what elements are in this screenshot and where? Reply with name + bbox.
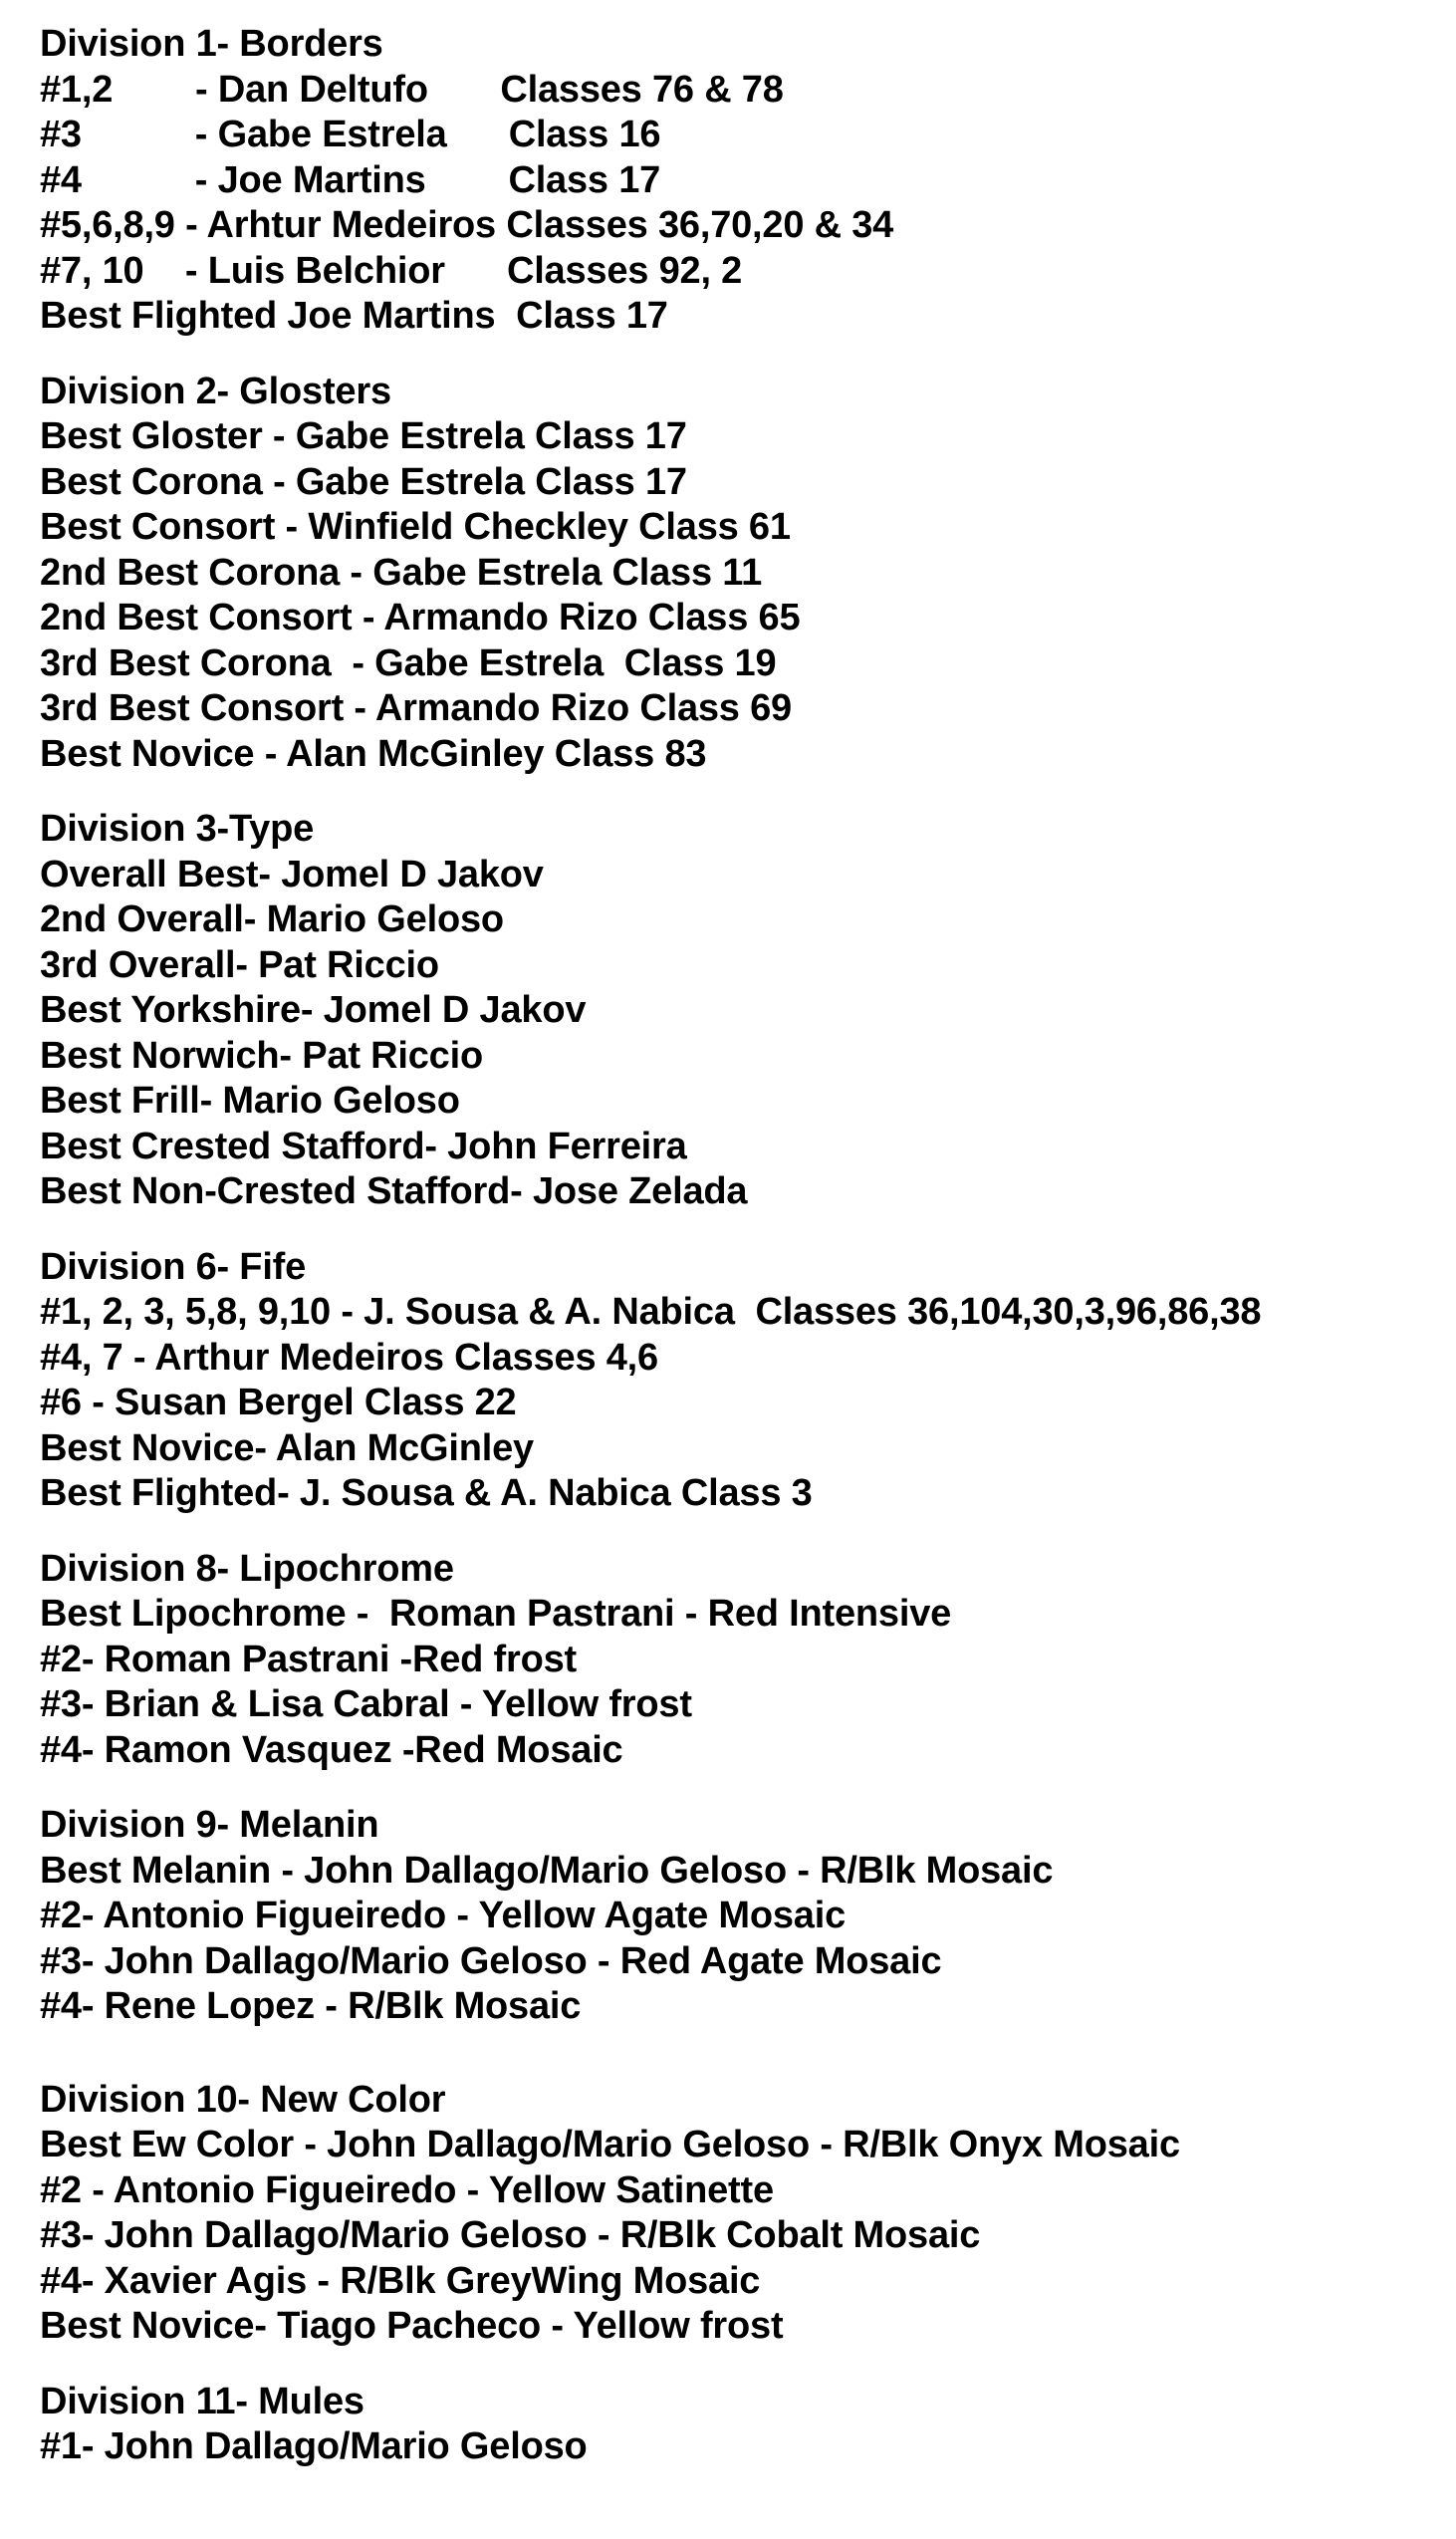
result-line: Best Lipochrome - Roman Pastrani - Red Intensive: [40, 1593, 952, 1635]
division-8-lipochrome: [40, 1547, 1444, 1774]
result-line: Best Yorkshire- Jomel D Jakov: [40, 989, 587, 1031]
result-line: #2 - Antonio Figueiredo - Yellow Satinette: [40, 2168, 774, 2211]
result-line: Best Flighted- J. Sousa & A. Nabica Class 3: [40, 1472, 813, 1514]
result-line: #4- Xavier Agis - R/Blk GreyWing Mosaic: [40, 2259, 761, 2302]
division-title: Division 11- Mules: [40, 2380, 364, 2422]
result-line: #3- Brian & Lisa Cabral - Yellow frost: [40, 1683, 692, 1725]
division-2-glosters: [40, 370, 1444, 778]
result-line: Best Corona - Gabe Estrela Class 17: [40, 460, 687, 503]
result-line: #1- John Dallago/Mario Geloso: [40, 2425, 588, 2467]
division-title: Division 6- Fife: [40, 1245, 307, 1288]
result-line: Best Crested Stafford- John Ferreira: [40, 1125, 687, 1167]
result-line: Best Melanin - John Dallago/Mario Geloso - R/Blk Mosaic: [40, 1849, 1054, 1892]
result-line: 3rd Best Corona - Gabe Estrela Class 19: [40, 641, 777, 684]
division-1-borders: [40, 22, 1444, 340]
results-document: [40, 22, 1444, 2500]
result-line: Best Ew Color - John Dallago/Mario Geloso - R/Blk Onyx Mosaic: [40, 2124, 1180, 2165]
division-title: Division 10- New Color: [40, 2078, 446, 2121]
result-line: 2nd Best Consort - Armando Rizo Class 65: [40, 597, 801, 638]
result-line: #4- Rene Lopez - R/Blk Mosaic: [40, 1985, 582, 2027]
result-line: Best Gloster - Gabe Estrela Class 17: [40, 415, 687, 457]
result-line: 3rd Overall- Pat Riccio: [40, 943, 439, 986]
division-10-new-color: [40, 2078, 1444, 2350]
result-line: #1, 2, 3, 5,8, 9,10 - J. Sousa & A. Nabica Classes 36,104,30,3,96,86,38: [40, 1291, 1262, 1333]
result-line: Best Flighted Joe Martins Class 17: [40, 295, 668, 337]
division-title: Division 2- Glosters: [40, 370, 391, 412]
result-line: #4 - Joe Martins Class 17: [40, 158, 661, 201]
division-11-mules: [40, 2380, 1444, 2470]
result-line: Best Frill- Mario Geloso: [40, 1080, 460, 1122]
result-line: #5,6,8,9 - Arhtur Medeiros Classes 36,70,20 & 34: [40, 204, 894, 246]
division-title: Division 8- Lipochrome: [40, 1547, 454, 1590]
result-line: #2- Roman Pastrani -Red frost: [40, 1638, 577, 1680]
division-title: Division 9- Melanin: [40, 1804, 379, 1846]
result-line: #3 - Gabe Estrela Class 16: [40, 114, 661, 155]
result-line: Best Norwich- Pat Riccio: [40, 1034, 483, 1077]
result-line: #2- Antonio Figueiredo - Yellow Agate Mosaic: [40, 1895, 847, 1936]
result-line: #3- John Dallago/Mario Geloso - R/Blk Cobalt Mosaic: [40, 2214, 981, 2256]
division-title: Division 1- Borders: [40, 23, 383, 65]
result-line: 2nd Best Corona - Gabe Estrela Class 11: [40, 551, 763, 594]
division-9-melanin: [40, 1803, 1444, 2030]
result-line: #6 - Susan Bergel Class 22: [40, 1382, 517, 1423]
division-6-fife: [40, 1245, 1444, 1517]
result-line: Best Consort - Winfield Checkley Class 61: [40, 506, 791, 548]
result-line: #7, 10 - Luis Belchior Classes 92, 2: [40, 249, 743, 292]
result-line: Best Novice- Tiago Pacheco - Yellow frost: [40, 2305, 784, 2347]
result-line: 2nd Overall- Mario Geloso: [40, 898, 504, 940]
result-line: 3rd Best Consort - Armando Rizo Class 69: [40, 687, 792, 729]
result-line: Best Novice- Alan McGinley: [40, 1426, 534, 1469]
result-line: #4- Ramon Vasquez -Red Mosaic: [40, 1728, 623, 1771]
result-line: Best Novice - Alan McGinley Class 83: [40, 732, 707, 775]
result-line: #4, 7 - Arthur Medeiros Classes 4,6: [40, 1336, 658, 1379]
division-title: Division 3-Type: [40, 808, 315, 850]
result-line: #3- John Dallago/Mario Geloso - Red Agate Mosaic: [40, 1939, 942, 1982]
result-line: Best Non-Crested Stafford- Jose Zelada: [40, 1170, 748, 1212]
result-line: #1,2 - Dan Deltufo Classes 76 & 78: [40, 68, 784, 111]
result-line: Overall Best- Jomel D Jakov: [40, 853, 544, 895]
division-3-type: [40, 807, 1444, 1215]
